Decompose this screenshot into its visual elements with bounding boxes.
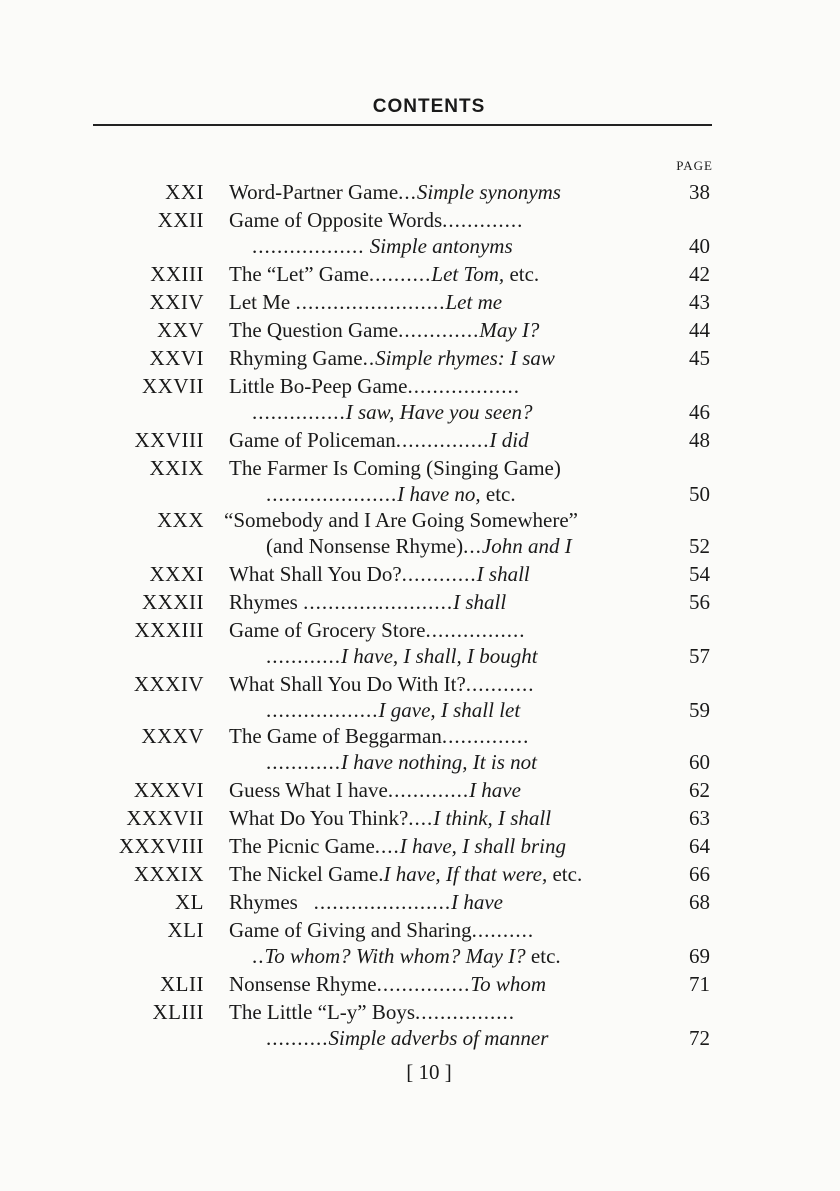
chapter-number: XXVIII xyxy=(134,428,204,452)
toc-entry xyxy=(0,862,840,886)
chapter-title: What Do You Think? xyxy=(229,806,409,830)
page-number: 56 xyxy=(689,590,710,614)
toc-entry-continuation xyxy=(0,482,840,506)
chapter-title: Game of Opposite Words xyxy=(229,208,443,232)
page-number: 48 xyxy=(689,428,710,452)
page-number: 63 xyxy=(689,806,710,830)
chapter-number: XLII xyxy=(160,972,204,996)
chapter-number: XXV xyxy=(157,318,204,342)
toc-entry xyxy=(0,1000,840,1024)
chapter-title: What Shall You Do? xyxy=(229,562,402,586)
toc-entry-continuation xyxy=(0,750,840,774)
page-number: 50 xyxy=(689,482,710,506)
chapter-topic: I have, I shall bring xyxy=(399,834,567,858)
chapter-topic: Let me xyxy=(445,290,503,314)
chapter-number: XXXVI xyxy=(133,778,204,802)
chapter-number: XXXII xyxy=(142,590,204,614)
chapter-title: The Game of Beggarman xyxy=(229,724,442,748)
page-number: 59 xyxy=(689,698,710,722)
page-number: 72 xyxy=(689,1026,710,1050)
page-number: 71 xyxy=(689,972,710,996)
toc-entry xyxy=(0,806,840,830)
chapter-topic-suffix: etc. xyxy=(552,862,583,886)
toc-entry-continuation xyxy=(0,698,840,722)
chapter-title: Rhymes xyxy=(229,590,298,614)
leader-dots: ........................ xyxy=(303,590,454,614)
leader-dots: ... xyxy=(398,180,417,204)
toc-entry xyxy=(0,724,840,748)
chapter-title: Rhyming Game xyxy=(229,346,363,370)
toc-entry xyxy=(0,890,840,914)
chapter-topic: I have xyxy=(469,778,521,802)
chapter-topic: Simple adverbs of manner xyxy=(328,1026,549,1050)
leader-dots: ................ xyxy=(415,1000,516,1024)
leader-dots: .......... xyxy=(471,918,535,942)
leader-dots: ............ xyxy=(266,644,341,668)
toc-entry-continuation xyxy=(0,944,840,968)
leader-dots: .... xyxy=(374,834,400,858)
toc-entry xyxy=(0,618,840,642)
toc-entry xyxy=(0,456,840,480)
chapter-topic: I think, I shall xyxy=(433,806,552,830)
chapter-topic: I shall xyxy=(476,562,530,586)
chapter-number: XXIX xyxy=(149,456,204,480)
leader-dots: .. xyxy=(252,944,265,968)
chapter-title: Let Me xyxy=(229,290,291,314)
chapter-number: XXI xyxy=(165,180,204,204)
leader-dots: .................. xyxy=(266,698,379,722)
chapter-number: XLI xyxy=(167,918,204,942)
page-number: 40 xyxy=(689,234,710,258)
leader-dots: .......... xyxy=(368,262,432,286)
page-folio: [ 10 ] xyxy=(406,1060,452,1084)
page-number: 66 xyxy=(689,862,710,886)
chapter-topic-suffix: etc. xyxy=(530,944,561,968)
page-title: CONTENTS xyxy=(372,96,486,117)
toc-entry xyxy=(0,918,840,942)
toc-entry xyxy=(0,290,840,314)
leader-dots: ............. xyxy=(387,778,470,802)
toc-entry-continuation xyxy=(0,400,840,424)
chapter-topic: To whom xyxy=(470,972,547,996)
leader-dots: .......... xyxy=(266,1026,329,1050)
toc-entry xyxy=(0,972,840,996)
chapter-topic: Let Tom, xyxy=(431,262,505,286)
chapter-title: Game of Grocery Store xyxy=(229,618,426,642)
leader-dots: ............ xyxy=(401,562,477,586)
chapter-title: The “Let” Game xyxy=(229,262,369,286)
leader-dots: .... xyxy=(408,806,434,830)
chapter-title: Nonsense Rhyme xyxy=(229,972,377,996)
toc-entry-continuation xyxy=(0,1026,840,1050)
chapter-topic: Simple synonyms xyxy=(416,180,561,204)
chapter-number: XXXVII xyxy=(126,806,204,830)
chapter-title: The Farmer Is Coming (Singing Game) xyxy=(229,456,561,480)
chapter-number: XXIII xyxy=(150,262,204,286)
chapter-number: XXVII xyxy=(142,374,204,398)
page-number: 60 xyxy=(689,750,710,774)
chapter-topic: I did xyxy=(489,428,529,452)
chapter-number: XXXVIII xyxy=(118,834,204,858)
leader-dots: ............... xyxy=(252,400,346,424)
chapter-topic-suffix: etc. xyxy=(485,482,516,506)
page-number: 64 xyxy=(689,834,710,858)
leader-dots: .. xyxy=(362,346,376,370)
chapter-number: XXX xyxy=(157,508,204,532)
page-number: 38 xyxy=(689,180,710,204)
toc-entry xyxy=(0,374,840,398)
chapter-topic: Simple antonyms xyxy=(369,234,513,258)
chapter-title: The Little “L-y” Boys xyxy=(229,1000,416,1024)
toc-entry xyxy=(0,562,840,586)
chapter-number: XXII xyxy=(157,208,204,232)
page-number: 68 xyxy=(689,890,710,914)
chapter-title: Rhymes xyxy=(229,890,298,914)
toc-entry xyxy=(0,346,840,370)
page-number: 45 xyxy=(689,346,710,370)
toc-entry xyxy=(0,180,840,204)
toc-entry xyxy=(0,590,840,614)
chapter-title: “Somebody and I Are Going Somewhere” xyxy=(224,508,578,532)
toc-entry xyxy=(0,778,840,802)
chapter-topic: I have nothing, It is not xyxy=(341,750,537,774)
page-number: 42 xyxy=(689,262,710,286)
leader-dots: ........... xyxy=(465,672,535,696)
leader-dots: .............. xyxy=(441,724,530,748)
leader-dots: ... xyxy=(463,534,482,558)
toc-entry xyxy=(0,834,840,858)
chapter-title: Game of Policeman xyxy=(229,428,396,452)
page-number: 69 xyxy=(689,944,710,968)
page-number: 54 xyxy=(689,562,710,586)
chapter-number: XXIV xyxy=(149,290,204,314)
toc-entry xyxy=(0,318,840,342)
leader-dots: ............. xyxy=(442,208,524,232)
title-rule xyxy=(93,124,712,126)
leader-dots: ............. xyxy=(398,318,480,342)
chapter-number: XXXV xyxy=(141,724,204,748)
chapter-number: XLIII xyxy=(152,1000,204,1024)
chapter-topic: Simple rhymes: I saw xyxy=(375,346,555,370)
chapter-title: Word-Partner Game xyxy=(229,180,399,204)
leader-dots: ...................... xyxy=(313,890,452,914)
page-number: 43 xyxy=(689,290,710,314)
toc-entry-continuation xyxy=(0,644,840,668)
page-number: 62 xyxy=(689,778,710,802)
chapter-title: The Picnic Game xyxy=(229,834,375,858)
chapter-subtitle: (and Nonsense Rhyme) xyxy=(266,534,464,558)
chapter-number: XXXIV xyxy=(133,672,204,696)
leader-dots: ........................ xyxy=(295,290,446,314)
chapter-topic: John and I xyxy=(481,534,572,558)
page-number: 44 xyxy=(689,318,710,342)
chapter-title: What Shall You Do With It? xyxy=(229,672,466,696)
leader-dots: ..................... xyxy=(266,482,398,506)
toc-entry xyxy=(0,672,840,696)
toc-entry xyxy=(0,428,840,452)
chapter-number: XXXIII xyxy=(134,618,204,642)
toc-entry xyxy=(0,208,840,232)
page-number: 46 xyxy=(689,400,710,424)
page-number: 57 xyxy=(689,644,710,668)
chapter-topic: I have, I shall, I bought xyxy=(341,644,538,668)
leader-dots: .................. xyxy=(252,234,365,258)
chapter-title: Guess What I have xyxy=(229,778,388,802)
toc-entry xyxy=(0,508,840,532)
chapter-number: XL xyxy=(175,890,204,914)
leader-dots: .................. xyxy=(407,374,520,398)
chapter-topic: To whom? With whom? May I? xyxy=(264,944,526,968)
chapter-number: XXXI xyxy=(149,562,204,586)
chapter-number: XXVI xyxy=(149,346,204,370)
chapter-topic-suffix: etc. xyxy=(509,262,540,286)
chapter-title: The Nickel Game. xyxy=(229,862,384,886)
chapter-title: Game of Giving and Sharing xyxy=(229,918,472,942)
page-number: 52 xyxy=(689,534,710,558)
chapter-title: The Question Game xyxy=(229,318,399,342)
chapter-topic: I have no, xyxy=(397,482,481,506)
chapter-topic: I saw, Have you seen? xyxy=(345,400,533,424)
leader-dots: ................ xyxy=(425,618,526,642)
toc-entry-continuation xyxy=(0,534,840,558)
chapter-topic: I gave, I shall let xyxy=(378,698,521,722)
leader-dots: ............ xyxy=(266,750,341,774)
page-column-label: PAGE xyxy=(676,158,713,173)
toc-entry-continuation xyxy=(0,234,840,258)
chapter-topic: May I? xyxy=(479,318,540,342)
leader-dots: ............... xyxy=(376,972,471,996)
chapter-number: XXXIX xyxy=(133,862,204,886)
leader-dots: ............... xyxy=(395,428,490,452)
chapter-title: Little Bo-Peep Game xyxy=(229,374,408,398)
chapter-topic: I shall xyxy=(453,590,507,614)
toc-entry xyxy=(0,262,840,286)
chapter-topic: I have xyxy=(451,890,503,914)
chapter-topic: I have, If that were, xyxy=(383,862,548,886)
